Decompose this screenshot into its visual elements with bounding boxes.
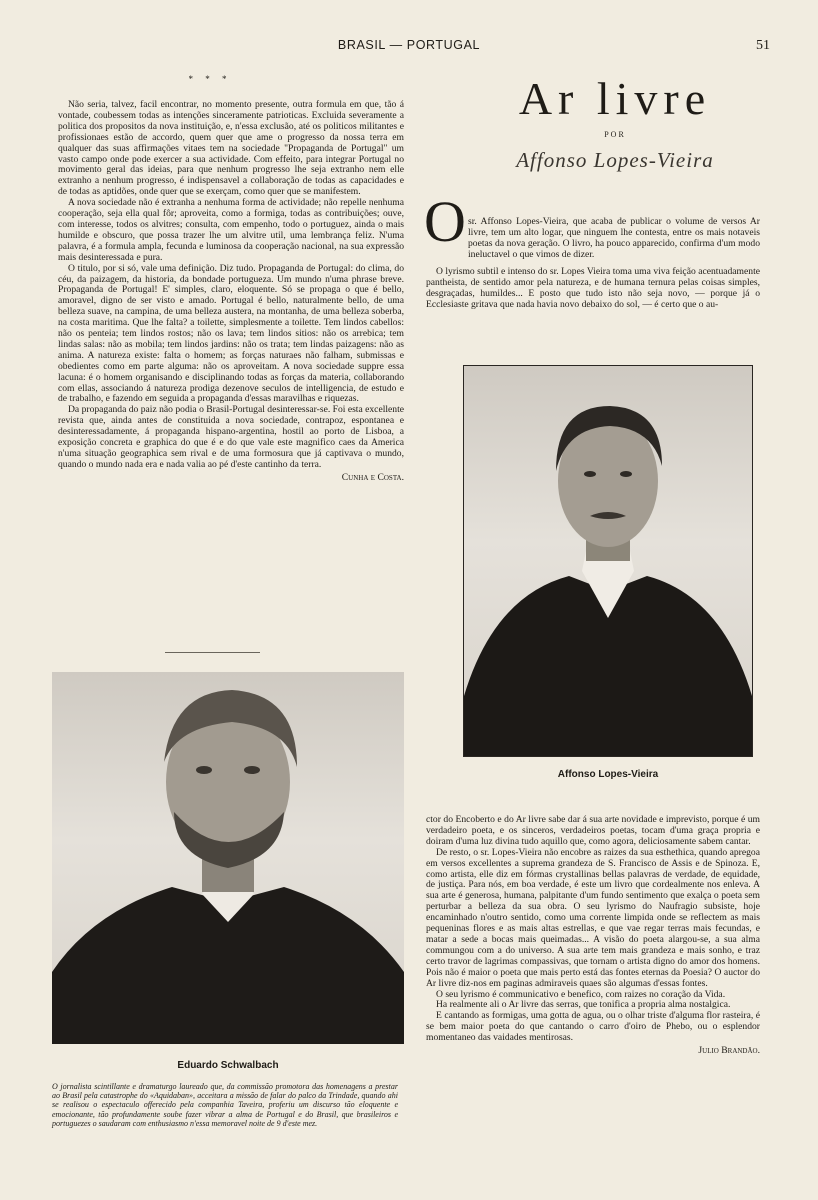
right-intro-first <box>468 217 760 261</box>
left-paragraph: A nova sociedade não é extranha a nenhuma forma de actividade; não repelle nenhuma cooperação, seja ella qual fôr; aproveita, como a formiga, todas as contribuições; ouve, com interesse, todos os alvitres; consulta, com empenho, todo o portuguez, ainda o mais humilde e obscuro, que possa trazer lhe um alvitre util, uma lembrança feliz. N'uma palavra, é a formula ampla, fecunda e luminosa da cooperação nacional, na sua expressão mais desinteressada e pura. <box>58 197 404 263</box>
right-signature: Julio Brandão. <box>698 1045 760 1057</box>
right-intro-second <box>426 267 760 311</box>
portrait-footnote: O jornalista scintillante e dramaturgo laureado que, da commissão promotora das homenagens a prestar ao Brasil pela catastrophe do «Aquidaban», acceitara a missão de falar do palco da Trindade, quando ahi se realisou o espectaculo offerecido pela companhia Taveira, proferiu um discurso tão eloquente e emocionante, tão profundamente soube fazer vibrar a alma de Portugal e do Brasil, que brasileiros e portuguezes o saudaram com enthusiasmo n'essa memoravel noite de 9 d'este mez. <box>52 1082 398 1128</box>
article-author: Affonso Lopes-Vieira <box>516 148 714 172</box>
left-article-body <box>58 100 404 484</box>
left-signature: Cunha e Costa. <box>341 471 404 483</box>
section-asterism: * * * <box>188 74 232 84</box>
right-article-continued <box>426 815 760 1057</box>
right-paragraph: E cantando as formigas, uma gotta de agua, ou o olhar triste d'alguma flor rasteira, é se bem maior poeta do que cantando o carro d'oiro de Phebo, ou o esplendor momentaneo das vaidades mentirosas. <box>426 1010 760 1044</box>
left-paragraph: Não seria, talvez, facil encontrar, no momento presente, outra formula em que, tão á vontade, coubessem todas as intenções sinceramente patrioticas. Excluida severamente a politica dos propositos da nova instituição, e, n'essa exclusão, até os politicos militantes e profissionaes estão de accordo, quem quer que ame o progresso da nossa terra em qualquer das suas affirmações vitaes tem na sociedade "Propaganda de Portugal" um vasto campo onde pode exercer a sua actividade. Com effeito, para integrar Portugal no movimento geral das ideias, para que nenhum progresso lhe seja extranho nem elle extranho a nenhum progresso, é indispensavel a collaboração de todas as capacidades e de todas as aptidões, onde quer que se exerçam, como quer que se manifestem. <box>58 99 404 198</box>
section-divider <box>165 652 260 653</box>
right-paragraph: ctor do Encoberto e do Ar livre sabe dar á sua arte novidade e imprevisto, porque é um verdadeiro poeta, e os sinceros, verdadeiros poetas, tocam d'uma graça propria e doiram d'uma luz divina tudo aquillo que, como agora, deliciosamente sabem cantar. <box>426 814 760 847</box>
right-paragraph: O lyrismo subtil e intenso do sr. Lopes Vieira toma uma viva feição acentuadamente pantheista, de sentido amor pela natureza, e de humana ternura pelas coisas simples, desgraçadas, humildes... E posto que tudo isto não seja novo, — porque já o Ecclesiaste gritava que nada havia novo debaixo do sol, — é certo que o au- <box>426 266 760 310</box>
left-paragraph: Da propaganda do paiz não podia o Brasil-Portugal desinteressar-se. Foi esta excellente revista que, ainda antes de constituida a nova sociedade, contrapoz, espontanea e desinteressadamente, á propaganda hispano-argentina, hostil ao porto de Lisboa, a exposição concreta e graphica do que é e do que vale este magnifico caes da America n'uma situação geographica sem rival e de uma formosura que já captivava o mundo, quando o mundo nada era e nada valia ao pé d'este cantinho da terra. <box>58 404 405 470</box>
portrait-illustration <box>52 672 404 1044</box>
portrait-caption-lopes-vieira: Affonso Lopes-Vieira <box>557 769 659 780</box>
portrait-schwalbach <box>52 672 404 1044</box>
running-title: BRASIL — PORTUGAL <box>337 38 481 52</box>
portrait-caption-schwalbach: Eduardo Schwalbach <box>177 1060 279 1071</box>
right-paragraph: O seu lyrismo é communicativo e benefico, com raizes no coração da Vida. <box>436 988 726 1000</box>
byline-label: POR <box>604 130 626 139</box>
right-paragraph: sr. Affonso Lopes-Vieira, que acaba de publicar o volume de versos Ar livre, tem um alto logar, que ninguem lhe contesta, entre os mais notaveis poetas da nova geração. O livro, ha pouco apparecido, confirma d'um modo ineluctavel o que vimos de dizer. <box>468 216 760 260</box>
right-paragraph: De resto, o sr. Lopes-Vieira não encobre as raizes da sua esthethica, quando apregoa em versos excellentes a suprema grandeza de S. Francisco de Assis e de Spinoza. E, como artista, elle diz em fórmas crystallinas bellas palavras de verdade, de equidade, de justiça. Para nós, em boa verdade, é este um livro que cordealmente nos enleva. A sua arte é generosa, humana, palpitante d'um fundo sentimento que exalça o poeta sem perturbar a belleza da sua obra. O seu lyrismo do Naufragio subsiste, hoje encaminhado n'outro sentido, como uma corrente limpida onde se reflectem as mais pequeninas flores e as mais altas estrellas, e que vae regar terras mais fecundas, e matar a sede a bocas mais queimadas... A visão do poeta alargou-se, a sua alma commungou com a do universo. A sua arte tem mais grandeza e mais sonho, e traz certo travor de lagrimas compassivas, que tornam o artista digno do amor dos homens. Pois não é maior o poeta que mais perto está das fontes eternas da Poesia? O auctor do Ar livre diz-nos em paginas admiraveis quaes são algumas d'essas fontes. <box>426 846 760 989</box>
portrait-illustration <box>464 366 752 756</box>
left-paragraph: O titulo, por si só, vale uma definição. Diz tudo. Propaganda de Portugal: do clima, do céu, da paizagem, da historia, da bondade portugueza. Um mundo n'uma phrase breve. Propaganda de Portugal! E' simples, claro, eloquente. Só se propaga o que é bello, amoravel, digno de ser visto e amado. Portugal é bello, naturalmente bello, de uma belleza suave, na campina, de uma belleza austera, na montanha, de uma belleza soberba, na costa maritima. Que lhe falta? a toilette, simplesmente a toilette. Tem lindos cabellos: não os penteia; tem lindos rostos; não os lava; tem lindos sitios: não os arrebica; tem lindas salas: não as mobila; tem lindos jardins: não os trata; tem lindas paizagens: não as anima. A natureza existe: falta o homem; as forças naturaes não falham, submissas e obedientes como em parte alguma: não os aproveitam. A nova sociedade suppre essa lacuna: é o homem organisando e disciplinando todas as forças da materia, collaborando com ellas, associando á natureza prodiga dezenove seculos de intelligencia, de estudo e de trabalho, e fazendo em seguida a propaganda d'essas maravilhas e riquezas. <box>58 262 404 405</box>
drop-cap: O <box>424 189 466 254</box>
page-number: 51 <box>756 38 770 53</box>
portrait-lopes-vieira <box>463 365 753 757</box>
article-title: Ar livre <box>518 73 712 124</box>
right-paragraph: Ha realmente ali o Ar livre das serras, que tonifica a propria alma nostalgica. <box>436 999 731 1011</box>
